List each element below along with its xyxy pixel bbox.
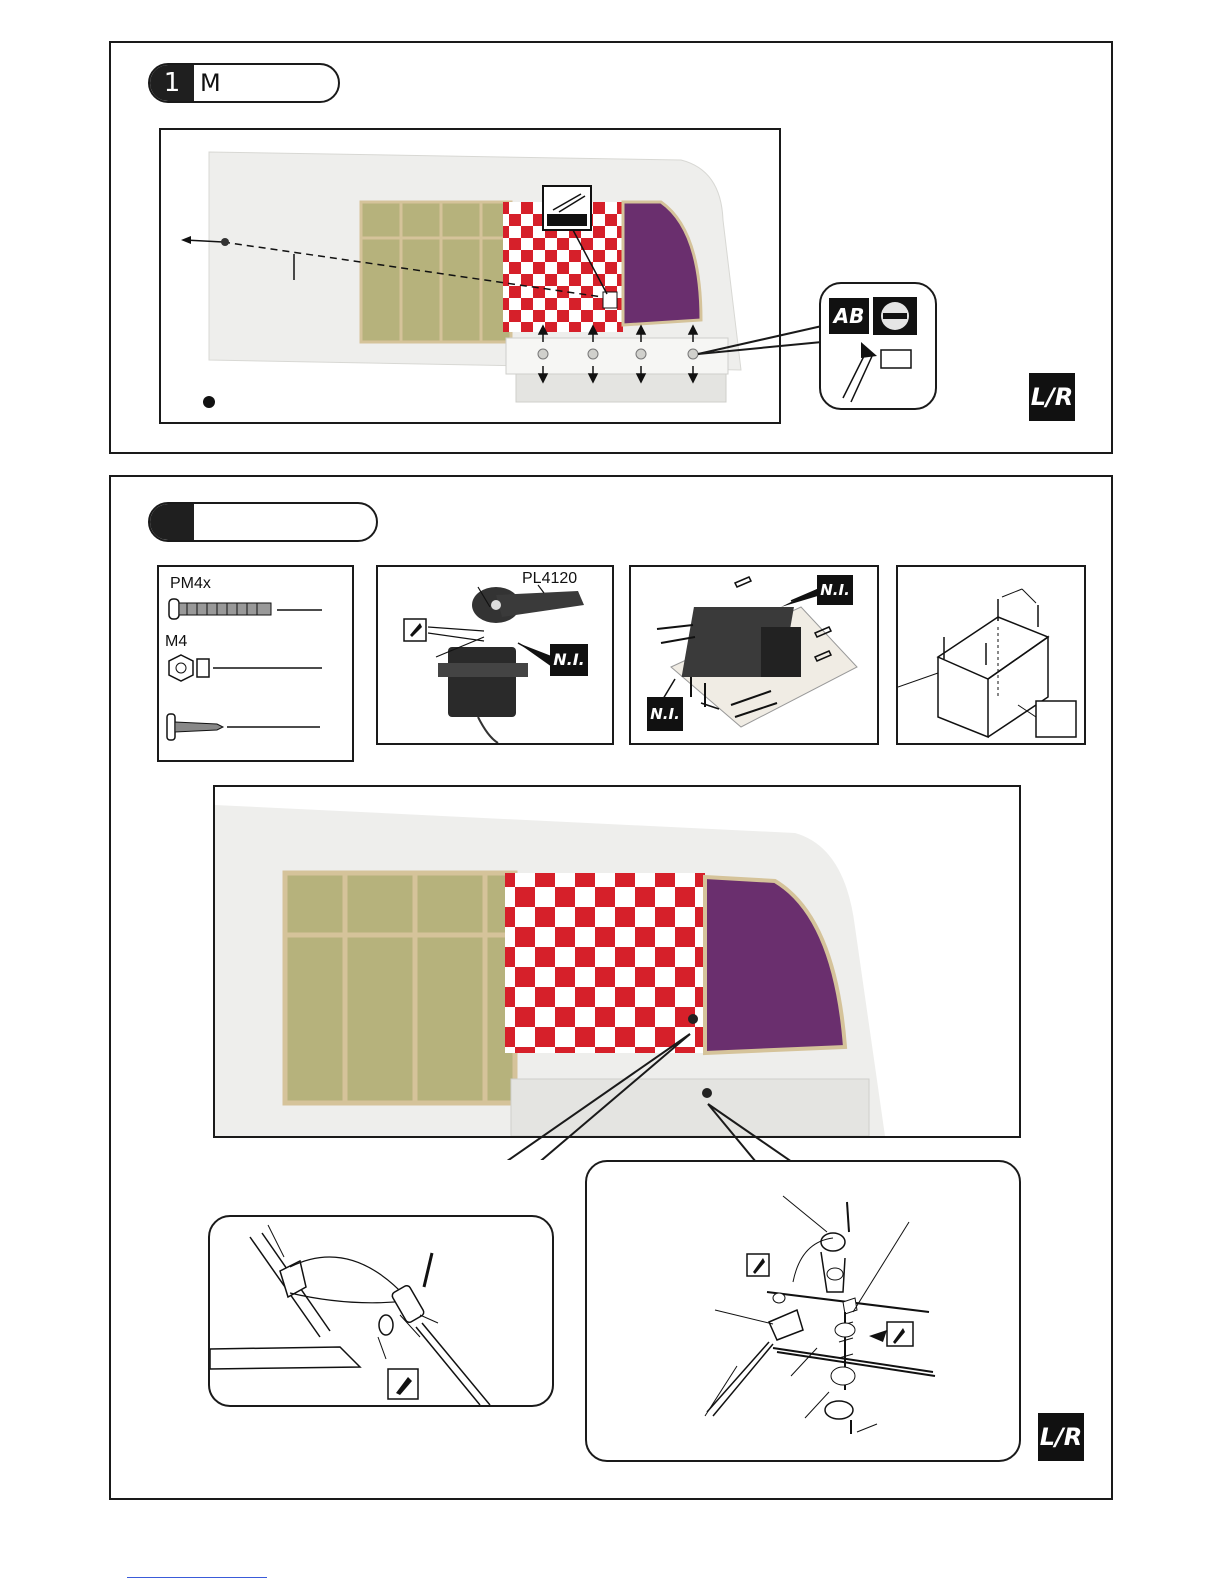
footer-link-underline [127, 1577, 267, 1578]
wing-photo-panel [159, 128, 781, 424]
servo-mount-panel [629, 565, 879, 745]
servo-tray-panel [896, 565, 1086, 745]
ab-glue-badge: AB [829, 298, 869, 334]
step-title: M [200, 69, 221, 97]
hinge-callout-lines [690, 320, 830, 380]
horn-detail-bubble [208, 1215, 554, 1407]
machine-screw-icon [167, 595, 347, 625]
step-2-header [148, 502, 378, 542]
step-1-header [148, 63, 340, 103]
screw-label: PM4x [170, 575, 211, 592]
not-included-badge: N.I. [647, 697, 683, 731]
horn-detail-drawing [210, 1217, 552, 1405]
servo-arm-label: PL4120 [522, 570, 578, 587]
step-number: 1 [150, 65, 194, 101]
control-horn-assembly-bubble [585, 1160, 1021, 1462]
hex-nut-icon [167, 653, 347, 687]
callout-lines [420, 1020, 1020, 1160]
not-included-badge: N.I. [817, 575, 853, 605]
not-included-badge: N.I. [550, 644, 588, 676]
left-right-badge: L/R [1038, 1413, 1084, 1461]
servo-tray-drawing [898, 567, 1084, 743]
screwdriver-icon [873, 297, 917, 335]
parts-panel [157, 565, 354, 762]
control-horn-assembly-drawing [587, 1162, 1019, 1460]
wood-screw-icon [165, 712, 345, 746]
left-right-badge: L/R [1029, 373, 1075, 421]
servo-arm-panel [376, 565, 614, 745]
wing-illustration [161, 130, 779, 422]
hinge-detail-bubble [819, 282, 937, 410]
nut-label: M4 [165, 633, 188, 650]
step-number [150, 504, 194, 540]
hinge-drawing [821, 338, 935, 408]
